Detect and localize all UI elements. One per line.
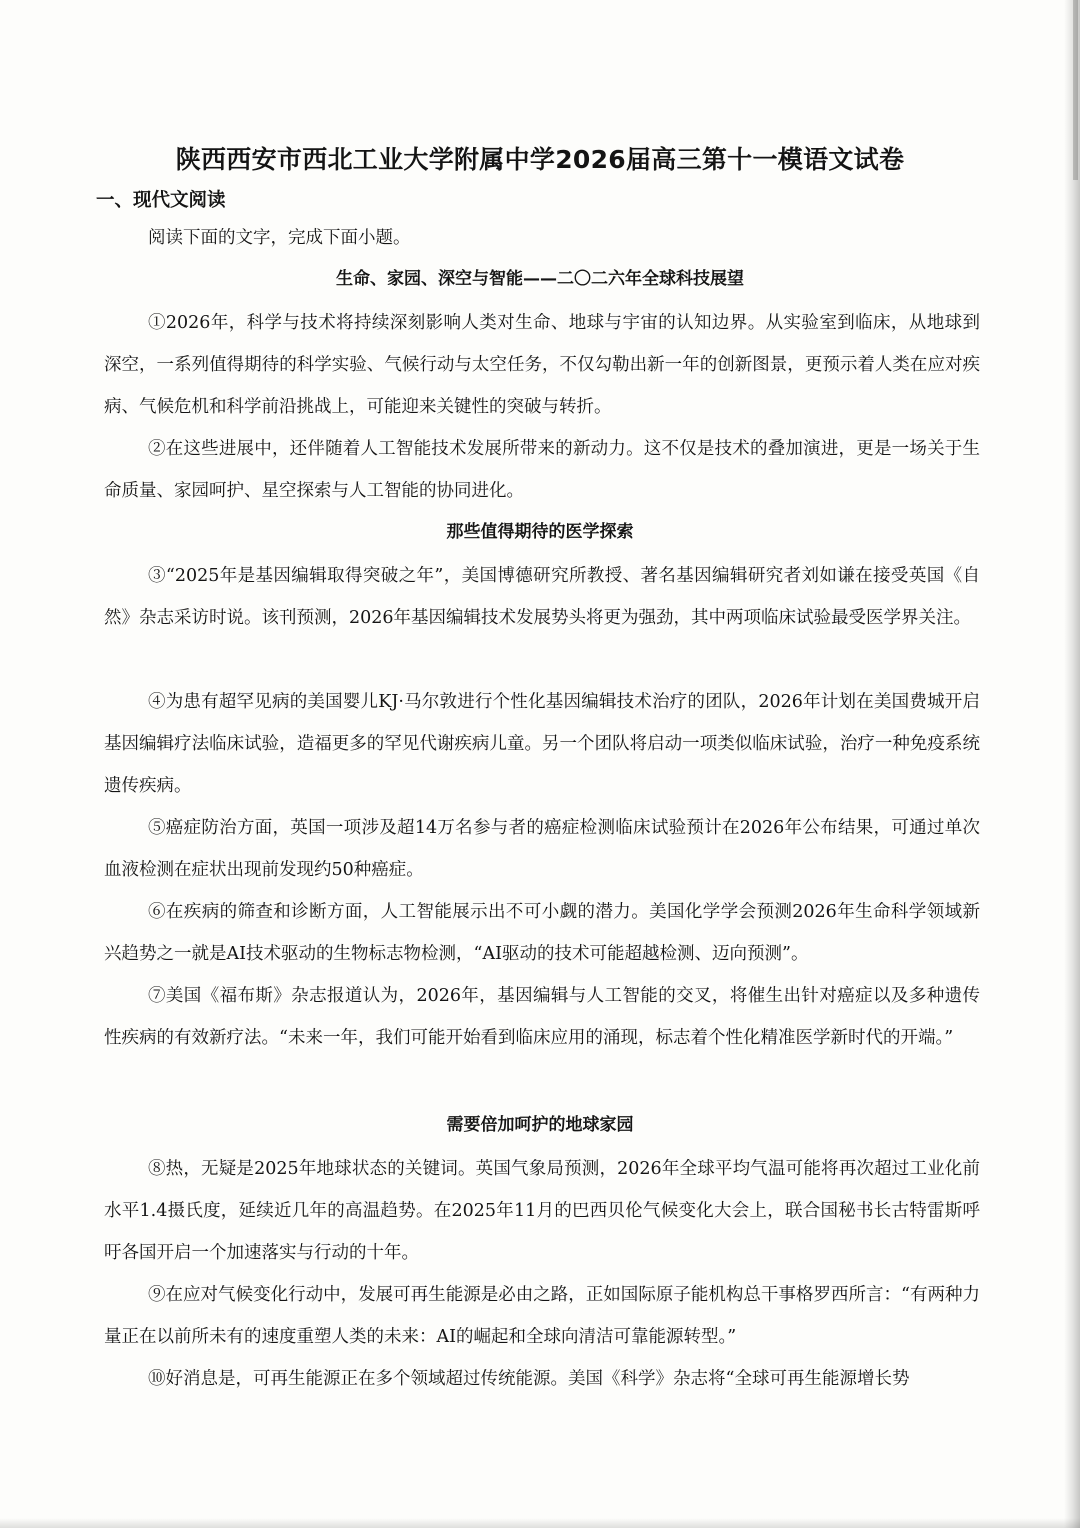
page-bottom-shadow bbox=[0, 1518, 1080, 1528]
paragraph-3: ③“2025年是基因编辑取得突破之年”，美国博德研究所教授、著名基因编辑研究者刘如谦在接受英国《自然》杂志采访时说。该刊预测，2026年基因编辑技术发展势头将更为强劲，其中两项临床试验最受医学界关注。 bbox=[104, 566, 980, 628]
page-edge-shadow bbox=[1064, 0, 1080, 1528]
paragraph-4: ④为患有超罕见病的美国婴儿KJ·马尔敦进行个性化基因编辑技术治疗的团队，2026年计划在美国费城开启基因编辑疗法临床试验，造福更多的罕见代谢疾病儿童。另一个团队将启动一项类似临床试验，治疗一种免疫系统遗传疾病。 bbox=[104, 692, 980, 796]
subheading-earth: 需要倍加呵护的地球家园 bbox=[446, 1115, 634, 1135]
paragraph-5: ⑤癌症防治方面，英国一项涉及超14万名参与者的癌症检测临床试验预计在2026年公布结果，可通过单次血液检测在症状出现前发现约50种癌症。 bbox=[104, 818, 980, 880]
reading-instruction: 阅读下面的文字，完成下面小题。 bbox=[148, 228, 411, 248]
paragraph-10: ⑩好消息是，可再生能源正在多个领域超过传统能源。美国《科学》杂志将“全球可再生能源增长势 bbox=[148, 1369, 910, 1389]
paragraph-8: ⑧热，无疑是2025年地球状态的关键词。英国气象局预测，2026年全球平均气温可能将再次超过工业化前水平1.4摄氏度，延续近几年的高温趋势。在2025年11月的巴西贝伦气候变化大会上，联合国秘书长古特雷斯呼吁各国开启一个加速落实与行动的十年。 bbox=[104, 1159, 980, 1263]
section-heading: 一、现代文阅读 bbox=[96, 190, 226, 211]
paragraph-6: ⑥在疾病的筛查和诊断方面，人工智能展示出不可小觑的潜力。美国化学学会预测2026年生命科学领域新兴趋势之一就是AI技术驱动的生物标志物检测，“AI驱动的技术可能超越检测、迈向预测”。 bbox=[104, 902, 980, 964]
paragraph-1: ①2026年，科学与技术将持续深刻影响人类对生命、地球与宇宙的认知边界。从实验室到临床，从地球到深空，一系列值得期待的科学实验、气候行动与太空任务，不仅勾勒出新一年的创新图景，更预示着人类在应对疾病、气候危机和科学前沿挑战上，可能迎来关键性的突破与转折。 bbox=[104, 313, 980, 417]
article-title: 生命、家园、深空与智能——二〇二六年全球科技展望 bbox=[336, 269, 744, 289]
paragraph-7: ⑦美国《福布斯》杂志报道认为，2026年，基因编辑与人工智能的交叉，将催生出针对癌症以及多种遗传性疾病的有效新疗法。“未来一年，我们可能开始看到临床应用的涌现，标志着个性化精准医学新时代的开端。” bbox=[104, 986, 980, 1048]
paragraph-9: ⑨在应对气候变化行动中，发展可再生能源是必由之路，正如国际原子能机构总干事格罗西所言：“有两种力量正在以前所未有的速度重塑人类的未来：AI的崛起和全球向清洁可靠能源转型。” bbox=[104, 1285, 980, 1347]
paragraph-2: ②在这些进展中，还伴随着人工智能技术发展所带来的新动力。这不仅是技术的叠加演进，更是一场关于生命质量、家园呵护、星空探索与人工智能的协同进化。 bbox=[104, 439, 980, 501]
exam-title: 陕西西安市西北工业大学附属中学2026届高三第十一模语文试卷 bbox=[175, 145, 905, 174]
subheading-medical: 那些值得期待的医学探索 bbox=[446, 522, 634, 542]
